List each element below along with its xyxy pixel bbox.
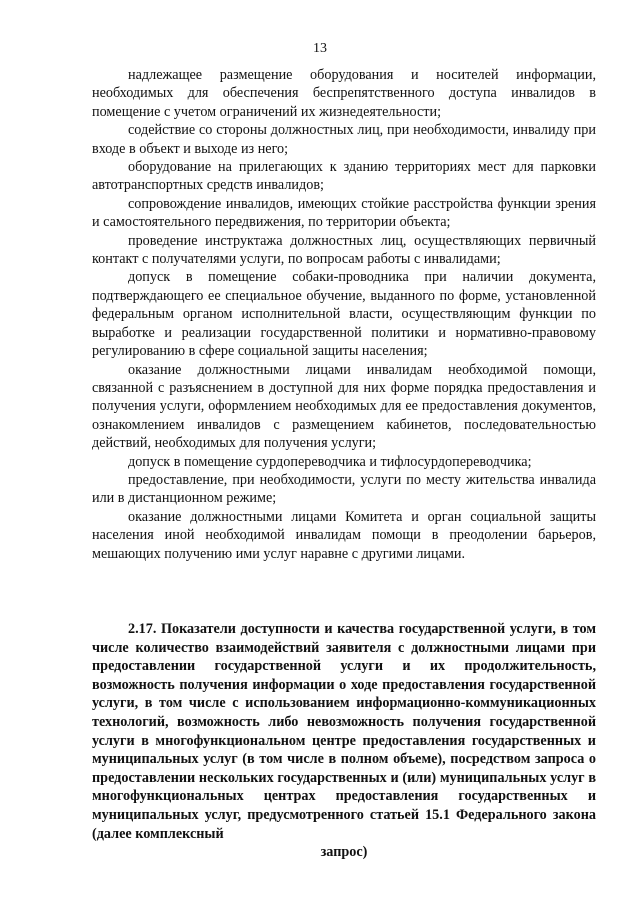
paragraph: проведение инструктажа должностных лиц, осуществляющих первичный контакт с получателями услуги, по вопросам работы с инвалидами; (92, 232, 596, 268)
document-body (92, 66, 596, 563)
paragraph: оказание должностными лицами Комитета и орган социальной защиты населения иной необходимой инвалидам помощи в преодолении барьеров, мешающих получению ими услуг наравне с другими лицами. (92, 508, 596, 562)
page-number: 13 (313, 41, 327, 56)
paragraph: оказание должностными лицами инвалидам необходимой помощи, связанной с разъяснением в доступной для них форме порядка предоставления и получения услуги, оформлением необходимых для ее предоставления документов, ознакомлением инвалидов с размещением кабинетов, последовательностью действий, необходимых для получения услуги; (92, 361, 596, 452)
section-heading-last-line: запрос) (320, 844, 368, 861)
paragraph: оборудование на прилегающих к зданию территориях мест для парковки автотранспортных средств инвалидов; (92, 159, 596, 194)
section-heading-text: 2.17. Показатели доступности и качества государственной услуги, в том числе количество взаимодействий заявителя с должностными лицами при предоставлении государственной услуги и их продолжительность, возможность получения информации о ходе предоставления государственной услуги, в том числе с использованием информационно-коммуникационных технологий, возможность либо невозможность получения государственной услуги в многофункциональном центре предоставления государственных и муниципальных услуг (в том числе в полном объеме), посредством запроса о предоставлении нескольких государственных и (или) муниципальных услуг в многофункциональных центрах предоставления государственных и муниципальных услуг, предусмотренного статьей 15.1 Федерального закона (далее комплексный (92, 621, 596, 842)
paragraph: допуск в помещение сурдопереводчика и тифлосурдопереводчика; (128, 453, 532, 470)
paragraph: допуск в помещение собаки-проводника при наличии документа, подтверждающего ее специальное обучение, выданного по форме, установленной федеральным органом исполнительной власти, осуществляющим функции по выработке и реализации государственной политики и нормативно-правовому регулированию в сфере социальной защиты населения; (92, 269, 596, 360)
section-heading (92, 620, 596, 862)
paragraph: содействие со стороны должностных лиц, при необходимости, инвалиду при входе в объект и выходе из него; (92, 122, 596, 157)
paragraph: надлежащее размещение оборудования и носителей информации, необходимых для обеспечения беспрепятственного доступа инвалидов в помещение с учетом ограничений их жизнедеятельности; (92, 67, 596, 120)
paragraph: сопровождение инвалидов, имеющих стойкие расстройства функции зрения и самостоятельного передвижения, по территории объекта; (92, 195, 596, 231)
paragraph: предоставление, при необходимости, услуги по месту жительства инвалида или в дистанционном режиме; (92, 471, 596, 507)
